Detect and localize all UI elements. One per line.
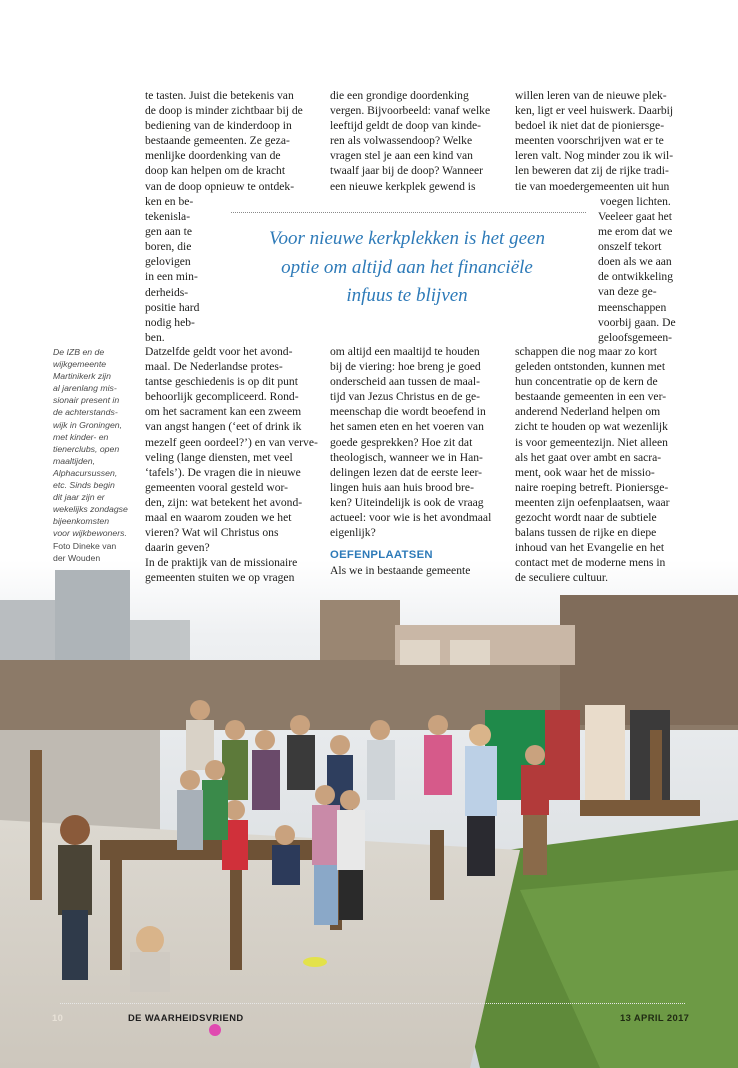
caption-line: wekelijks zondagse [53,504,128,515]
text-line: boren, die [145,240,192,254]
text-line: bedoel ik niet dat de pioniersge- [515,119,665,133]
text-line: tijd van Jezus Christus en de ge- [330,390,481,404]
text-line: ken en be- [145,195,194,208]
text-line: de seculiere cultuur. [515,571,609,585]
text-line: meenten zijn oefenplaatsen, waar [515,495,670,509]
column-1-wrap [145,194,205,345]
text-line: ‘tafels’). De vragen die in nieuwe [145,465,301,479]
text-line: anderend Nederland helpen om [515,405,661,419]
text-line: van angst hangen (‘eet of drink ik [145,420,302,434]
photo-illustration [0,560,738,1068]
text-line: doop kan helpen om de kracht [145,164,286,178]
column-1-bottom [145,344,320,586]
text-line: als het gaat over ambt en sacra- [515,450,662,464]
text-line: tekenisla- [145,210,191,224]
page-number: 10 [52,1012,64,1023]
text-line: meenschap die wordt beoefend in [330,405,486,419]
caption-line: bijeenkomsten [53,516,110,527]
text-line: derheids- [145,285,189,299]
text-line: maal. De Nederlandse protes- [145,360,283,374]
text-line: vragen stel je aan een kind van [330,149,473,163]
text-line: gen aan te [145,225,192,239]
caption-line: De IZB en de [53,347,105,357]
column-2-top [330,88,500,194]
text-line: vergen. Bijvoorbeeld: vanaf welke [330,104,491,118]
text-line: ken? Uiteindelijk is ook de vraag [330,495,484,509]
text-line: gemeenten stuiten we op vragen [145,571,295,585]
text-line: zicht te houden op wat wezenlijk [515,420,668,434]
caption-line: maaltijden, [53,455,96,466]
column-3-top [515,88,690,209]
caption-line: dit jaar zijn er [53,492,105,503]
text-line: positie hard [145,300,200,314]
text-line: veling (lange diensten, met veel [145,450,293,464]
section-heading: OEFENPLAATSEN [330,549,433,562]
text-line: ben. [145,330,165,344]
text-line: is voor gemeentezijn. Niet alleen [515,435,668,449]
text-line: balans tussen de rijke en diepe [515,526,657,540]
text-line: goede gesprekken? Hoe zit dat [330,435,473,449]
photo-caption [53,346,139,564]
text-line: bestaande gemeenten in een ver- [515,390,667,404]
text-line: actueel: voor wie is het avondmaal [330,511,492,525]
text-line: hun concentratie op de kern de [515,375,658,389]
column-3-wrap [598,209,688,345]
text-line: doen als we aan [598,255,672,269]
text-line: contact met de moderne mens in [515,556,666,570]
text-line: lingen huis aan huis brood bre- [330,480,474,494]
caption-line: tienerclubs, open [53,443,120,454]
magazine-title: DE WAARHEIDSVRIEND [128,1012,244,1023]
text-line: ment, ook waar het de missio- [515,465,655,479]
text-line: Veeleer gaat het [598,210,673,223]
text-line: leeftijd geldt de doop van kinde- [330,119,481,133]
text-line: voegen lichten. [600,194,671,208]
text-line: inhoud van het Evangelie en het [515,541,665,555]
text-line: de doop is minder zichtbaar bij de [145,104,303,118]
text-line: geleden ontstonden, kunnen met [515,360,666,374]
text-line: bij de viering: hoe breng je goed [330,360,481,374]
column-3-bottom [515,344,690,586]
caption-credit: Foto Dineke van [53,540,117,551]
text-line: tantse geschiedenis is op dit punt [145,375,298,389]
text-line: mezelf geen oordeel?’) en van verve- [145,435,318,449]
text-line: onderscheid aan tussen de maal- [330,375,481,389]
text-line: tie van moedergemeenten uit hun [515,179,670,193]
caption-line: sionair present in [53,395,120,406]
text-line: leren valt. Nog minder zou ik wil- [515,149,674,163]
text-line: het samen eten en het voeren van [330,420,484,434]
caption-line: de achterstands- [53,407,118,418]
pull-quote: Voor nieuwe kerkplekken is het geen optie om altijd aan het financiële infuus te blijven [269,228,545,307]
text-line: len beweren dat zij de rijke tradi- [515,164,669,178]
text-line: daarin geven? [145,541,210,555]
column-1-top [145,88,320,194]
text-line: meenschappen [598,300,667,314]
text-line: gemeenten vooral gesteld wor- [145,480,289,494]
caption-line: Alphacursussen, [53,467,118,478]
text-line: maal en waarom zouden we het [145,511,292,525]
group-photo [0,560,738,1068]
caption-line: etc. Sinds begin [53,480,115,491]
text-line: Als we in bestaande gemeente [330,564,471,578]
text-line: bediening van de kinderdoop in [145,119,292,133]
text-line: delingen lezen dat de eerste leer- [330,465,483,479]
text-line: naire roeping betreft. Pioniersge- [515,480,669,494]
spacer [330,540,502,548]
text-line: Datzelfde geldt voor het avond- [145,345,293,358]
text-line: twaalf jaar bij de doop? Wanneer [330,164,484,178]
caption-line: met kinder- en [53,431,109,442]
text-line: vieren? Wat wil Christus ons [145,526,279,540]
text-line: om het sacrament kan een zweem [145,405,302,419]
text-line: te tasten. Juist die betekenis van [145,89,294,102]
quote-rule-top [231,212,586,213]
text-line: willen leren van de nieuwe plek- [515,89,667,102]
text-line: die een grondige doordenking [330,89,469,102]
text-line: gelovigen [145,255,191,269]
text-line: den, zijn: wat betekent het avond- [145,495,303,509]
text-line: de ontwikkeling [598,270,674,284]
text-line: een nieuwe kerkplek gewend is [330,179,476,193]
text-line: behoorlijk gecompliceerd. Rond- [145,390,299,404]
text-line: schappen die nog maar zo kort [515,345,657,358]
caption-line: wijk in Groningen, [53,419,123,430]
caption-credit: der Wouden [53,552,101,563]
text-line: ken, ligt er veel huiswerk. Daarbij [515,104,674,118]
text-line: ren als volwassendoop? Welke [330,134,473,148]
text-line: In de praktijk van de missionaire [145,556,298,570]
text-line: onszelf tekort [598,240,662,254]
text-line: meenten voorschrijven wat er te [515,134,664,148]
caption-line: wijkgemeente [53,359,107,370]
text-line: bestaande gemeenten. Ze geza- [145,134,290,148]
text-line: menlijke doordenking van de [145,149,281,163]
text-line: van deze ge- [598,285,657,299]
caption-line: voor wijkbewoners. [53,528,127,539]
text-line: eigenlijk? [330,526,376,540]
caption-line: Martinikerk zijn [53,371,111,382]
caption-line: al jarenlang mis- [53,383,117,394]
text-line: geloofsgemeen- [598,330,673,344]
issue-date: 13 APRIL 2017 [620,1012,690,1023]
footer-rule [60,1003,685,1004]
text-line: van de doop opnieuw te ontdek- [145,179,295,193]
column-2-bottom [330,344,502,578]
text-line: voorbij gaan. De [598,315,676,329]
text-line: me erom dat we [598,225,673,239]
text-line: in een min- [145,270,198,284]
text-line: gezocht wordt naar de subtiele [515,511,657,525]
text-line: nodig heb- [145,315,195,329]
text-line: theologisch, wanneer we in Han- [330,450,483,464]
text-line: om altijd een maaltijd te houden [330,345,480,358]
